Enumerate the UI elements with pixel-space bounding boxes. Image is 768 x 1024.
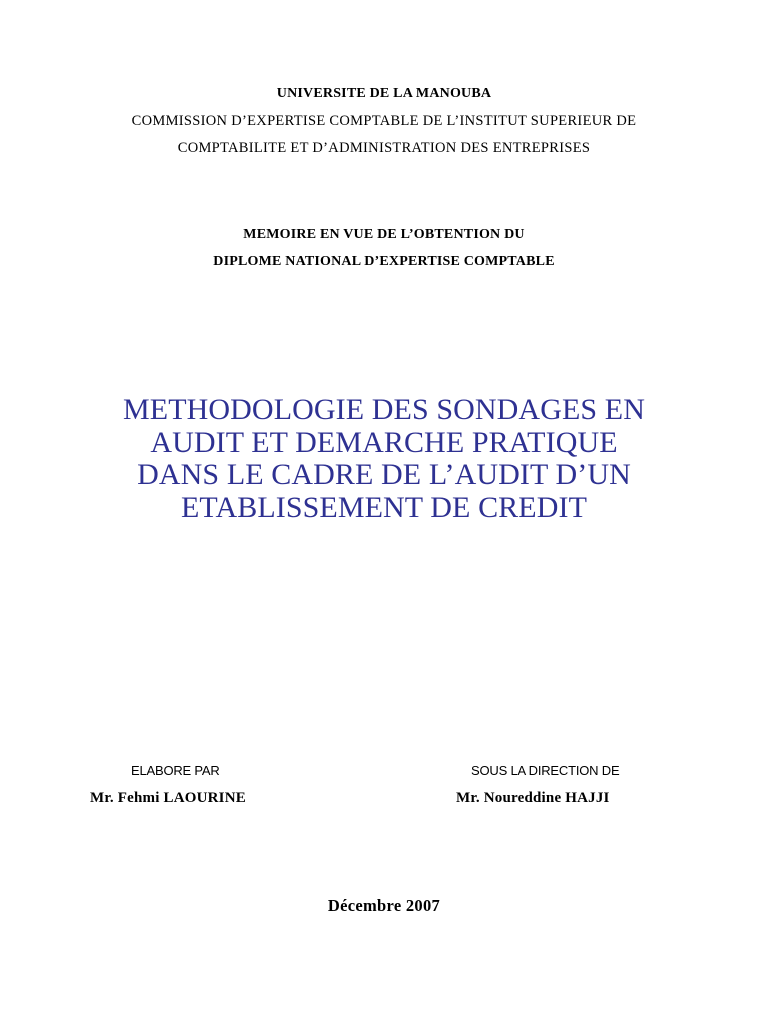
university-name: UNIVERSITE DE LA MANOUBA (276, 86, 492, 101)
thesis-title (0, 394, 768, 524)
title-line-3: DANS LE CADRE DE L’AUDIT D’UN (137, 458, 631, 491)
supervisor-role-label: SOUS LA DIRECTION DE (471, 763, 620, 778)
memoire-line-2: DIPLOME NATIONAL D’EXPERTISE COMPTABLE (213, 254, 555, 269)
document-date: Décembre 2007 (327, 896, 441, 915)
author-name: Mr. Fehmi LAOURINE (90, 790, 246, 806)
supervisor-name: Mr. Noureddine HAJJI (456, 790, 610, 806)
title-line-4: ETABLISSEMENT DE CREDIT (181, 490, 587, 524)
memoire-line-1: MEMOIRE EN VUE DE L’OBTENTION DU (243, 227, 525, 242)
commission-line-2: COMPTABILITE ET D’ADMINISTRATION DES ENTREPRISES (177, 140, 591, 156)
commission-line-1: COMMISSION D’EXPERTISE COMPTABLE DE L’INSTITUT SUPERIEUR DE (131, 113, 637, 129)
title-line-2: AUDIT ET DEMARCHE PRATIQUE (150, 425, 618, 459)
title-line-1: METHODOLOGIE DES SONDAGES EN (123, 393, 645, 426)
author-role-label: ELABORE PAR (131, 763, 220, 778)
